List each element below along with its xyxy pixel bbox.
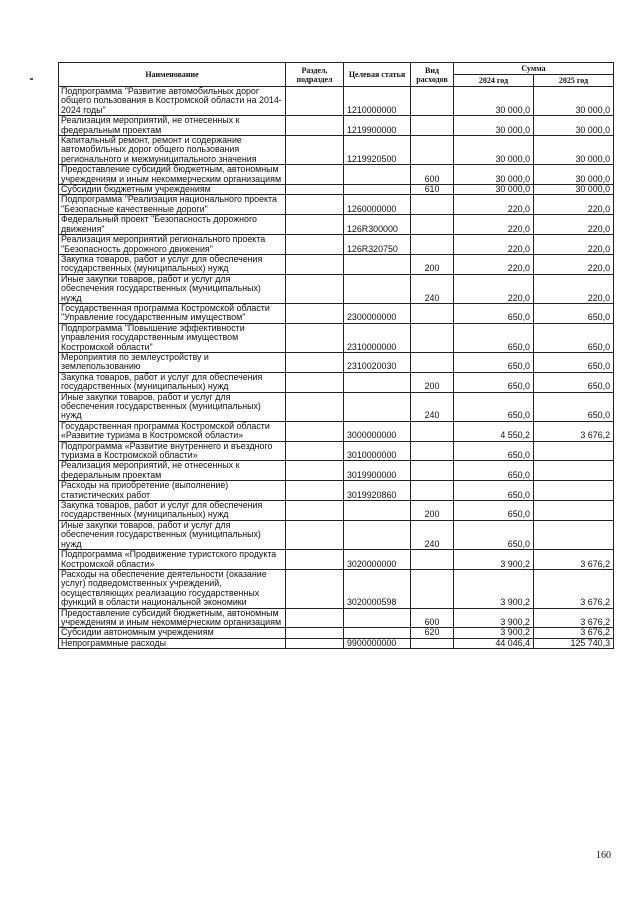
row-sum-2024: 30 000,0 [454, 185, 534, 195]
row-kind [411, 421, 454, 441]
row-name: Иные закупки товаров, работ и услуг для обеспечения государственных (муниципальных) нужд [59, 520, 286, 549]
header-year-2024: 2024 год [454, 75, 534, 87]
row-sum-2025 [534, 501, 614, 521]
row-kind [411, 638, 454, 648]
table-row [59, 421, 614, 441]
row-target [344, 608, 411, 628]
header-section: Раздел, подраздел [286, 63, 344, 87]
row-name: Предоставление субсидий бюджетным, автономным учреждениям и иным некоммерческим организациям [59, 608, 286, 628]
table-row [59, 501, 614, 521]
row-sum-2025 [534, 441, 614, 461]
row-name: Иные закупки товаров, работ и услуг для обеспечения государственных (муниципальных) нужд [59, 392, 286, 421]
header-year-2025: 2025 год [534, 75, 614, 87]
table-row [59, 372, 614, 392]
row-name: Закупка товаров, работ и услуг для обеспечения государственных (муниципальных) нужд [59, 254, 286, 274]
row-name: Капитальный ремонт, ремонт и содержание автомобильных дорог общего пользования регионального и межмуниципального значения [59, 136, 286, 165]
row-target [344, 372, 411, 392]
row-sum-2025: 30 000,0 [534, 165, 614, 185]
row-kind: 600 [411, 608, 454, 628]
table-row [59, 136, 614, 165]
row-section [286, 116, 344, 136]
table-row [59, 87, 614, 116]
table-row [59, 254, 614, 274]
row-sum-2024: 220,0 [454, 215, 534, 235]
row-section [286, 274, 344, 303]
row-target: 3020000000 [344, 550, 411, 570]
row-name: Реализация мероприятий регионального проекта "Безопасность дорожного движения" [59, 235, 286, 255]
row-section [286, 628, 344, 638]
row-sum-2025: 650,0 [534, 352, 614, 372]
row-sum-2024: 650,0 [454, 303, 534, 323]
row-sum-2024: 650,0 [454, 461, 534, 481]
row-name: Подпрограмма "Реализация национального проекта "Безопасные качественные дороги" [59, 195, 286, 215]
row-section [286, 608, 344, 628]
row-section [286, 323, 344, 352]
table-row [59, 303, 614, 323]
row-name: Предоставление субсидий бюджетным, автономным учреждениям и иным некоммерческим организациям [59, 165, 286, 185]
row-sum-2024: 220,0 [454, 274, 534, 303]
table-row [59, 441, 614, 461]
row-name: Закупка товаров, работ и услуг для обеспечения государственных (муниципальных) нужд [59, 501, 286, 521]
row-kind: 610 [411, 185, 454, 195]
row-section [286, 235, 344, 255]
table-row [59, 461, 614, 481]
row-section [286, 392, 344, 421]
row-sum-2024: 650,0 [454, 520, 534, 549]
table-row [59, 195, 614, 215]
row-sum-2024: 4 550,2 [454, 421, 534, 441]
row-kind [411, 136, 454, 165]
row-sum-2024: 44 046,4 [454, 638, 534, 648]
row-kind: 200 [411, 501, 454, 521]
row-target: 2310020030 [344, 352, 411, 372]
row-sum-2025: 650,0 [534, 372, 614, 392]
scan-mark [30, 78, 33, 80]
row-sum-2024: 3 900,2 [454, 608, 534, 628]
row-kind [411, 481, 454, 501]
row-section [286, 165, 344, 185]
row-section [286, 421, 344, 441]
row-sum-2024: 650,0 [454, 481, 534, 501]
row-kind [411, 323, 454, 352]
row-name: Подпрограмма «Развитие внутреннего и въездного туризма в Костромской области» [59, 441, 286, 461]
row-target [344, 628, 411, 638]
row-kind: 620 [411, 628, 454, 638]
row-target: 9900000000 [344, 638, 411, 648]
row-section [286, 372, 344, 392]
row-target: 3020000598 [344, 569, 411, 608]
row-name: Государственная программа Костромской области «Развитие туризма в Костромской области» [59, 421, 286, 441]
row-sum-2025: 650,0 [534, 303, 614, 323]
row-section [286, 195, 344, 215]
row-section [286, 501, 344, 521]
row-sum-2025: 3 676,2 [534, 608, 614, 628]
table-row [59, 569, 614, 608]
table-row [59, 323, 614, 352]
table-body [59, 87, 614, 649]
table-row [59, 481, 614, 501]
table-row [59, 215, 614, 235]
row-target [344, 274, 411, 303]
row-target: 3019920860 [344, 481, 411, 501]
table-row [59, 165, 614, 185]
row-sum-2025: 3 676,2 [534, 628, 614, 638]
table-row [59, 638, 614, 648]
row-kind [411, 116, 454, 136]
row-name: Подпрограмма «Продвижение туристского продукта Костромской области» [59, 550, 286, 570]
table-row [59, 608, 614, 628]
row-sum-2024: 30 000,0 [454, 165, 534, 185]
header-name: Наименование [59, 63, 286, 87]
row-sum-2025: 30 000,0 [534, 185, 614, 195]
budget-table [58, 62, 614, 649]
row-name: Федеральный проект "Безопасность дорожного движения" [59, 215, 286, 235]
row-kind [411, 303, 454, 323]
row-sum-2025: 3 676,2 [534, 421, 614, 441]
row-kind [411, 215, 454, 235]
table-row [59, 235, 614, 255]
row-sum-2025 [534, 520, 614, 549]
row-name: Субсидии бюджетным учреждениям [59, 185, 286, 195]
row-name: Непрограммные расходы [59, 638, 286, 648]
table-row [59, 185, 614, 195]
row-section [286, 550, 344, 570]
row-sum-2025: 220,0 [534, 195, 614, 215]
row-sum-2025: 650,0 [534, 392, 614, 421]
row-sum-2024: 650,0 [454, 441, 534, 461]
row-sum-2024: 3 900,2 [454, 628, 534, 638]
row-kind [411, 441, 454, 461]
row-target: 2300000000 [344, 303, 411, 323]
row-sum-2024: 30 000,0 [454, 87, 534, 116]
table-row [59, 520, 614, 549]
row-target: 1210000000 [344, 87, 411, 116]
row-sum-2025 [534, 481, 614, 501]
table-row [59, 550, 614, 570]
row-section [286, 461, 344, 481]
row-name: Реализация мероприятий, не отнесенных к федеральным проектам [59, 116, 286, 136]
row-sum-2024: 220,0 [454, 254, 534, 274]
row-kind [411, 87, 454, 116]
row-target [344, 520, 411, 549]
row-section [286, 185, 344, 195]
row-section [286, 303, 344, 323]
row-name: Расходы на обеспечение деятельности (оказание услуг) подведомственных учреждений, осуществляющих реализацию государственных функций в области национальной экономики [59, 569, 286, 608]
row-section [286, 520, 344, 549]
row-sum-2025: 220,0 [534, 235, 614, 255]
row-target: 3000000000 [344, 421, 411, 441]
row-sum-2025: 220,0 [534, 274, 614, 303]
row-name: Субсидии автономным учреждениям [59, 628, 286, 638]
header-sum: Сумма [454, 63, 614, 75]
row-kind: 240 [411, 392, 454, 421]
row-name: Мероприятия по землеустройству и землепользованию [59, 352, 286, 372]
row-target: 1219920500 [344, 136, 411, 165]
row-section [286, 352, 344, 372]
row-sum-2025: 220,0 [534, 215, 614, 235]
row-sum-2024: 3 900,2 [454, 569, 534, 608]
row-kind: 200 [411, 372, 454, 392]
row-sum-2025: 3 676,2 [534, 569, 614, 608]
row-sum-2025: 220,0 [534, 254, 614, 274]
row-sum-2025: 125 740,3 [534, 638, 614, 648]
row-kind: 600 [411, 165, 454, 185]
row-name: Реализация мероприятий, не отнесенных к федеральным проектам [59, 461, 286, 481]
row-name: Государственная программа Костромской области "Управление государственным имуществом" [59, 303, 286, 323]
row-kind [411, 569, 454, 608]
header-kind: Вид расходов [411, 63, 454, 87]
row-section [286, 254, 344, 274]
row-target [344, 165, 411, 185]
row-kind: 240 [411, 520, 454, 549]
row-section [286, 441, 344, 461]
row-name: Закупка товаров, работ и услуг для обеспечения государственных (муниципальных) нужд [59, 372, 286, 392]
row-sum-2025: 650,0 [534, 323, 614, 352]
row-sum-2024: 650,0 [454, 352, 534, 372]
row-kind: 240 [411, 274, 454, 303]
row-section [286, 481, 344, 501]
row-sum-2025: 30 000,0 [534, 136, 614, 165]
row-sum-2024: 220,0 [454, 195, 534, 215]
row-name: Подпрограмма "Развитие автомобильных дорог общего пользования в Костромской области на 2014-2024 годы" [59, 87, 286, 116]
row-sum-2024: 220,0 [454, 235, 534, 255]
row-target [344, 185, 411, 195]
row-target [344, 254, 411, 274]
row-section [286, 136, 344, 165]
row-section [286, 569, 344, 608]
row-sum-2024: 3 900,2 [454, 550, 534, 570]
row-section [286, 87, 344, 116]
row-sum-2025: 30 000,0 [534, 116, 614, 136]
row-section [286, 638, 344, 648]
table-row [59, 392, 614, 421]
row-target: 1260000000 [344, 195, 411, 215]
row-name: Иные закупки товаров, работ и услуг для обеспечения государственных (муниципальных) нужд [59, 274, 286, 303]
row-sum-2025: 30 000,0 [534, 87, 614, 116]
row-kind [411, 352, 454, 372]
row-kind: 200 [411, 254, 454, 274]
row-section [286, 215, 344, 235]
row-sum-2024: 650,0 [454, 392, 534, 421]
row-kind [411, 235, 454, 255]
row-target: 126R300000 [344, 215, 411, 235]
row-name: Подпрограмма "Повышение эффективности управления государственным имуществом Костромской области" [59, 323, 286, 352]
row-kind [411, 550, 454, 570]
row-sum-2024: 650,0 [454, 323, 534, 352]
table-row [59, 274, 614, 303]
row-target: 3010000000 [344, 441, 411, 461]
row-sum-2024: 30 000,0 [454, 116, 534, 136]
row-sum-2024: 30 000,0 [454, 136, 534, 165]
row-target: 1219900000 [344, 116, 411, 136]
row-sum-2024: 650,0 [454, 501, 534, 521]
row-target [344, 392, 411, 421]
row-target: 126R320750 [344, 235, 411, 255]
table-row [59, 352, 614, 372]
row-sum-2024: 650,0 [454, 372, 534, 392]
row-sum-2025: 3 676,2 [534, 550, 614, 570]
row-kind [411, 461, 454, 481]
table-row [59, 628, 614, 638]
row-sum-2025 [534, 461, 614, 481]
row-target: 3019900000 [344, 461, 411, 481]
row-name: Расходы на приобретение (выполнение) статистических работ [59, 481, 286, 501]
header-target: Целевая статья [344, 63, 411, 87]
table-row [59, 116, 614, 136]
row-target: 2310000000 [344, 323, 411, 352]
row-target [344, 501, 411, 521]
row-kind [411, 195, 454, 215]
page-number: 160 [596, 850, 611, 861]
